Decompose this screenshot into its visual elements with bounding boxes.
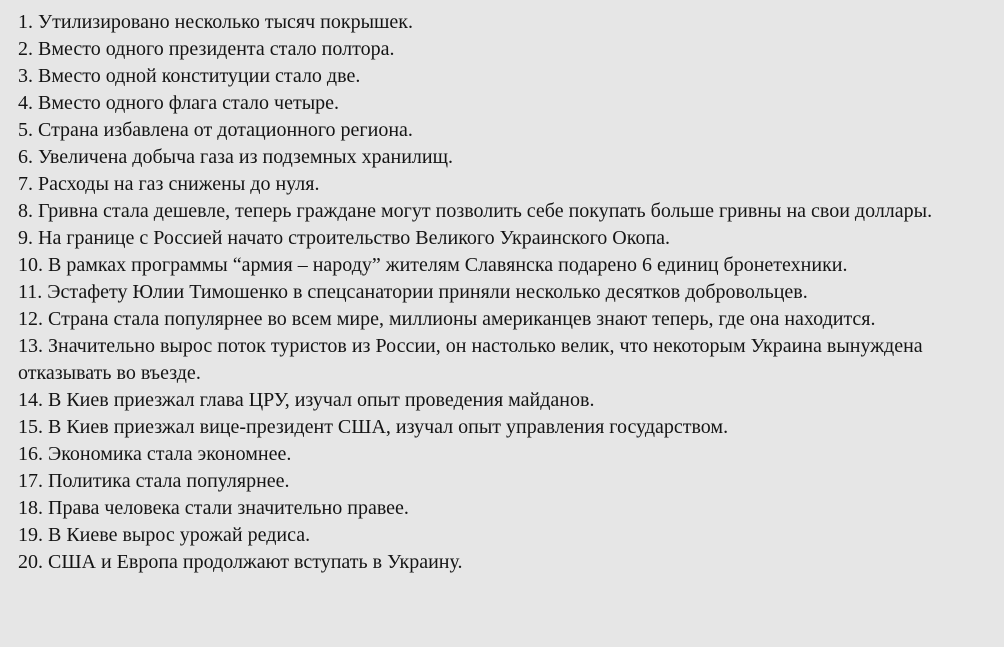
list-item: 8. Гривна стала дешевле, теперь граждане могут позволить себе покупать больше гривны на свои доллары. — [18, 200, 933, 222]
list-item: 15. В Киев приезжал вице-президент США, изучал опыт управления государством. — [18, 416, 729, 438]
list-item: 2. Вместо одного президента стало полтора. — [18, 38, 395, 60]
list-item: 1. Утилизировано несколько тысяч покрышек. — [18, 11, 414, 33]
list-item: 18. Права человека стали значительно правее. — [18, 497, 409, 519]
list-item: 14. В Киев приезжал глава ЦРУ, изучал опыт проведения майданов. — [18, 389, 595, 411]
document-list — [18, 9, 993, 576]
list-item: 10. В рамках программы “армия – народу” жителям Славянска подарено 6 единиц бронетехники. — [18, 254, 848, 276]
list-item: 9. На границе с Россией начато строительство Великого Украинского Окопа. — [18, 227, 671, 249]
list-item: 16. Экономика стала экономнее. — [18, 443, 292, 465]
list-item: 7. Расходы на газ снижены до нуля. — [18, 173, 320, 195]
list-item: 5. Страна избавлена от дотационного региона. — [18, 119, 413, 141]
list-item: 4. Вместо одного флага стало четыре. — [18, 92, 340, 114]
list-item: 11. Эстафету Юлии Тимошенко в спецсанатории приняли несколько десятков добровольцев. — [18, 281, 808, 303]
list-item: 20. США и Европа продолжают вступать в Украину. — [18, 551, 463, 573]
list-item: 3. Вместо одной конституции стало две. — [18, 65, 361, 87]
list-item: 13. Значительно вырос поток туристов из России, он настолько велик, что некоторым Украина вынуждена отказывать во въезде. — [18, 335, 923, 384]
list-item: 6. Увеличена добыча газа из подземных хранилищ. — [18, 146, 453, 168]
list-item: 12. Страна стала популярнее во всем мире, миллионы американцев знают теперь, где она находится. — [18, 308, 876, 330]
list-item: 17. Политика стала популярнее. — [18, 470, 290, 492]
list-item: 19. В Киеве вырос урожай редиса. — [18, 524, 311, 546]
